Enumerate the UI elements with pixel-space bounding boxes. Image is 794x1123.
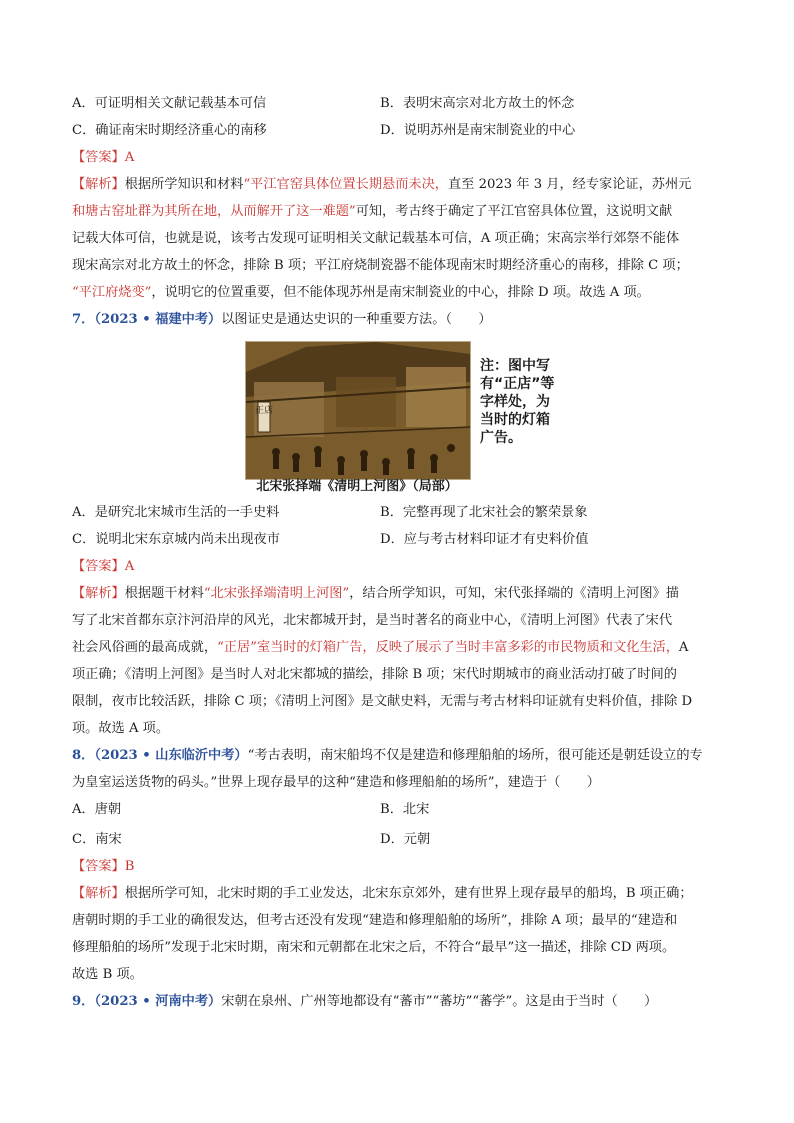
q6-option-a: A．可证明相关文献记载基本可信 <box>72 96 267 111</box>
q8-option-a: A．唐朝 <box>72 802 122 817</box>
analysis-text: 可知，考古终于确定了平江官窑具体位置，这说明文献 <box>355 204 673 219</box>
q7-analysis-line: 项。故选 A 项。 <box>72 721 170 736</box>
q6-analysis-line <box>72 284 650 302</box>
analysis-text: ，结合所学知识，可知，宋代张择端的《清明上河图》描 <box>349 586 679 601</box>
q6-analysis-line: 记载大体可信，也就是说，该考古发现可证明相关文献记载基本可信，A 项正确；宋高宗举行郊祭不能体 <box>72 231 680 246</box>
q6-analysis-line <box>72 203 672 221</box>
q8-stem: 为皇室运送货物的码头。”世界上现存最早的这种“建造和修理船舶的场所”，建造于（ ） <box>72 775 600 790</box>
q7-answer <box>72 558 134 576</box>
question-text: 以图证史是通达史识的一种重要方法。（ ） <box>221 312 492 327</box>
analysis-quote: “平江府烧变” <box>72 285 152 300</box>
figure-caption: 北宋张择端《清明上河图》（局部） <box>256 479 458 494</box>
shop-sign-text: 正店 <box>254 406 274 416</box>
q8-answer <box>72 858 134 876</box>
q8-option-c: C．南宋 <box>72 832 122 847</box>
question-text: “考古表明，南宋船坞不仅是建造和修理船舶的场所，很可能还是朝廷设立的专 <box>247 748 703 763</box>
analysis-quote: 和塘古窑址群为其所在地，从而解开了这一难题” <box>72 204 356 219</box>
answer-value: A <box>124 150 135 165</box>
q8-analysis-line: 故选 B 项。 <box>72 967 143 982</box>
analysis-text: 根据所学知识和材料 <box>124 177 244 192</box>
analysis-quote: “正居”室当时的灯箱广告，反映了展示了当时丰富多彩的市民物质和文化生活， <box>217 640 679 655</box>
question-number: 9． <box>72 994 95 1009</box>
analysis-label: 【解析】 <box>72 177 125 192</box>
analysis-text: 直至 2023 年 3 月，经专家论证，苏州元 <box>448 177 692 192</box>
answer-value: A <box>124 559 135 574</box>
q8-option-b: B．北宋 <box>380 802 430 817</box>
q8-option-d: D．元朝 <box>380 832 431 847</box>
q7-option-b: B．完整再现了北宋社会的繁荣景象 <box>380 505 588 520</box>
question-number: 8． <box>72 748 95 763</box>
q7-option-d: D．应与考古材料印证才有史料价值 <box>380 532 589 547</box>
analysis-text: 社会风俗画的最高成就， <box>72 640 218 655</box>
q9-stem <box>72 993 657 1011</box>
question-number: 7． <box>72 312 95 327</box>
question-source: （2023 • 山东临沂中考） <box>94 748 248 763</box>
painting-illustration <box>246 342 470 479</box>
q8-analysis-line: 唐朝时期的手工业的确很发达，但考古还没有发现“建造和修理船舶的场所”，排除 A 项；最早的“建造和 <box>72 913 678 928</box>
analysis-text: 根据所学可知，北宋时期的手工业发达，北宋东京郊外，建有世界上现存最早的船坞，B 项正确； <box>124 886 693 901</box>
answer-label: 【答案】 <box>72 859 125 874</box>
q8-stem <box>72 747 703 765</box>
analysis-label: 【解析】 <box>72 886 125 901</box>
analysis-label: 【解析】 <box>72 586 125 601</box>
answer-label: 【答案】 <box>72 559 125 574</box>
figure-note: 注：图中写有“正店”等字样处，为当时的灯箱广告。 <box>480 358 555 446</box>
q7-analysis-line: 限制，夜市比较活跃，排除 C 项；《清明上河图》是文献史料，无需与考古材料印证就有史料价值，排除 D <box>72 694 693 709</box>
question-text: 宋朝在泉州、广州等地都设有“蕃市”“蕃坊”“蕃学”。这是由于当时（ ） <box>221 994 658 1009</box>
analysis-text: 根据题干材料 <box>124 586 204 601</box>
question-source: （2023 • 河南中考） <box>94 994 222 1009</box>
analysis-quote: “北宋张择端清明上河图” <box>203 586 350 601</box>
q6-analysis-line: 现宋高宗对北方故土的怀念，排除 B 项；平江府烧制瓷器不能体现南宋时期经济重心的南移，排除 C 项； <box>72 258 689 273</box>
q6-answer <box>72 149 134 167</box>
q6-option-d: D．说明苏州是南宋制瓷业的中心 <box>380 123 576 138</box>
q8-analysis-line <box>72 885 693 903</box>
q6-option-b: B．表明宋高宗对北方故土的怀念 <box>380 96 575 111</box>
q7-analysis-line: 项正确；《清明上河图》是当时人对北宋都城的描绘，排除 B 项；宋代时期城市的商业活动打破了时间的 <box>72 667 677 682</box>
qingming-painting-image <box>245 341 471 480</box>
analysis-text: ，说明它的位置重要，但不能体现苏州是南宋制瓷业的中心，排除 D 项。故选 A 项。 <box>151 285 650 300</box>
q8-analysis-line: 修理船舶的场所”发现于北宋时期，南宋和元朝都在北宋之后，不符合“最早”这一描述，排除 CD 两项。 <box>72 940 676 955</box>
q7-option-c: C．说明北宋东京城内尚未出现夜市 <box>72 532 280 547</box>
q6-analysis-line <box>72 176 691 194</box>
q7-analysis-line <box>72 585 679 603</box>
answer-value: B <box>124 859 135 874</box>
q7-analysis-line <box>72 639 688 657</box>
question-source: （2023 • 福建中考） <box>94 312 222 327</box>
answer-label: 【答案】 <box>72 150 125 165</box>
q7-stem <box>72 311 492 329</box>
analysis-text: A <box>678 640 689 655</box>
analysis-quote: “平江官窑具体位置长期悬而未决， <box>243 177 448 192</box>
q7-option-a: A．是研究北宋城市生活的一手史料 <box>72 505 280 520</box>
q7-analysis-line: 写了北宋首都东京汴河沿岸的风光，北宋都城开封，是当时著名的商业中心，《清明上河图》代表了宋代 <box>72 613 673 628</box>
q6-option-c: C．确证南宋时期经济重心的南移 <box>72 123 267 138</box>
